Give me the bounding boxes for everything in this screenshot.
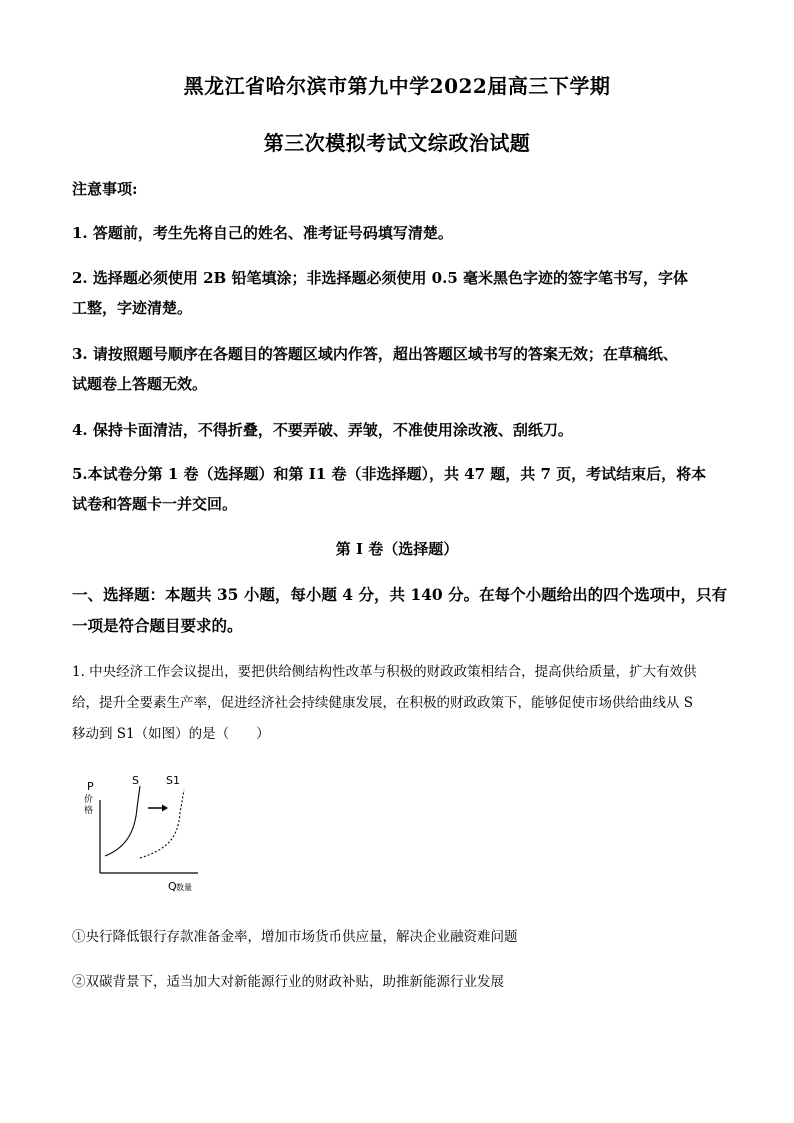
x-label-q: Q	[168, 880, 177, 893]
x-label-cn: 数量	[176, 883, 192, 892]
notice-item-4: 4. 保持卡面清洁，不得折叠，不要弄破、弄皱，不准使用涂改液、刮纸刀。	[72, 421, 573, 439]
y-label-p: P	[87, 780, 94, 793]
curve-s-label: S	[132, 774, 139, 787]
y-label-cn2: 格	[84, 806, 94, 816]
notice-item-3b: 试题卷上答题无效。	[72, 375, 208, 393]
notice-item-2b: 工整，字迹清楚。	[72, 299, 193, 317]
option-2: ②双碳背景下，适当加大对新能源行业的财政补贴，助推新能源行业发展	[72, 974, 504, 990]
notice-item-5b: 试卷和答题卡一并交回。	[72, 495, 238, 513]
notice-item-2a: 2. 选择题必须使用 2B 铅笔填涂；非选择题必须使用 0.5 毫米黑色字迹的签字笔书写，字体	[72, 269, 688, 287]
right-arrow-icon	[148, 805, 168, 812]
section-heading-a: 一、选择题：本题共 35 小题，每小题 4 分，共 140 分。在每个小题给出的四个选项中，只有	[72, 585, 728, 604]
notice-heading: 注意事项:	[72, 180, 138, 198]
curve-s	[105, 786, 140, 856]
curve-s1	[140, 790, 184, 858]
curve-s1-label: S1	[166, 774, 180, 787]
exam-title-line1: 黑龙江省哈尔滨市第九中学2022届高三下学期	[183, 74, 611, 98]
question-stem-c: 移动到 S1（如图）的是（ ）	[72, 726, 270, 742]
supply-curve-svg	[80, 768, 210, 896]
option-1: ①央行降低银行存款准备金率，增加市场货币供应量，解决企业融资难问题	[72, 929, 518, 945]
exam-title-line2: 第三次模拟考试文综政治试题	[263, 131, 531, 155]
notice-item-5a: 5.本试卷分第 1 卷（选择题）和第 I1 卷（非选择题），共 47 题，共 7 页，考试结束后，将本	[72, 465, 707, 483]
y-label-cn1: 价	[84, 795, 94, 805]
notice-item-3a: 3. 请按照题号顺序在各题目的答题区域内作答，超出答题区域书写的答案无效；在草稿纸、	[72, 345, 678, 363]
supply-curve-figure	[80, 768, 210, 896]
section-heading-b: 一项是符合题目要求的。	[72, 616, 243, 635]
notice-item-1: 1. 答题前，考生先将自己的姓名、准考证号码填写清楚。	[72, 224, 453, 242]
question-stem-a: 1. 中央经济工作会议提出，要把供给侧结构性改革与积极的财政政策相结合，提高供给质量，扩大有效供	[72, 664, 697, 680]
volume-title: 第 I 卷（选择题）	[335, 540, 459, 558]
question-stem-b: 给，提升全要素生产率，促进经济社会持续健康发展，在积极的财政政策下，能够促使市场供给曲线从 S	[72, 695, 694, 711]
